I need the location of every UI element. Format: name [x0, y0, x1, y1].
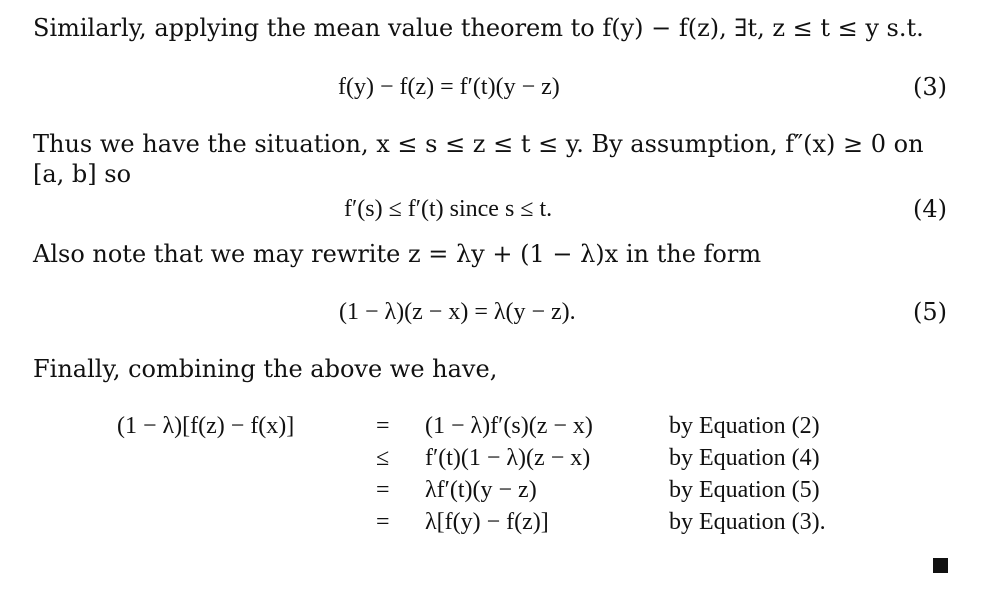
aligned-note-3: by Equation (5) [669, 477, 820, 503]
equation-4-number: (4) [913, 195, 947, 223]
aligned-relation-2: ≤ [376, 445, 390, 471]
aligned-note-1: by Equation (2) [669, 413, 820, 439]
equation-4: f′(s) ≤ f′(t) since s ≤ t. [344, 196, 553, 222]
equation-5-number: (5) [913, 298, 947, 326]
qed-square-icon [933, 558, 948, 573]
paragraph-situation-line1: Thus we have the situation, x ≤ s ≤ z ≤ t ≤ y. By assumption, f″(x) ≥ 0 on [33, 130, 924, 158]
paragraph-rewrite-z: Also note that we may rewrite z = λy + (1 − λ)x in the form [33, 240, 762, 268]
aligned-rhs-3: λf′(t)(y − z) [425, 477, 537, 503]
aligned-rhs-2: f′(t)(1 − λ)(z − x) [425, 445, 591, 471]
aligned-relation-4: = [376, 509, 390, 535]
aligned-relation-1: = [376, 413, 390, 439]
paragraph-situation-line2: [a, b] so [33, 160, 132, 188]
equation-3-number: (3) [913, 73, 947, 101]
aligned-note-2: by Equation (4) [669, 445, 820, 471]
aligned-rhs-4: λ[f(y) − f(z)] [425, 509, 549, 535]
aligned-lhs: (1 − λ)[f(z) − f(x)] [117, 413, 295, 439]
equation-3: f(y) − f(z) = f′(t)(y − z) [338, 74, 560, 100]
aligned-relation-3: = [376, 477, 390, 503]
equation-5: (1 − λ)(z − x) = λ(y − z). [339, 299, 576, 325]
paragraph-combining: Finally, combining the above we have, [33, 355, 498, 383]
aligned-rhs-1: (1 − λ)f′(s)(z − x) [425, 413, 593, 439]
aligned-note-4: by Equation (3). [669, 509, 826, 535]
paragraph-mean-value-intro: Similarly, applying the mean value theorem to f(y) − f(z), ∃t, z ≤ t ≤ y s.t. [33, 14, 924, 42]
